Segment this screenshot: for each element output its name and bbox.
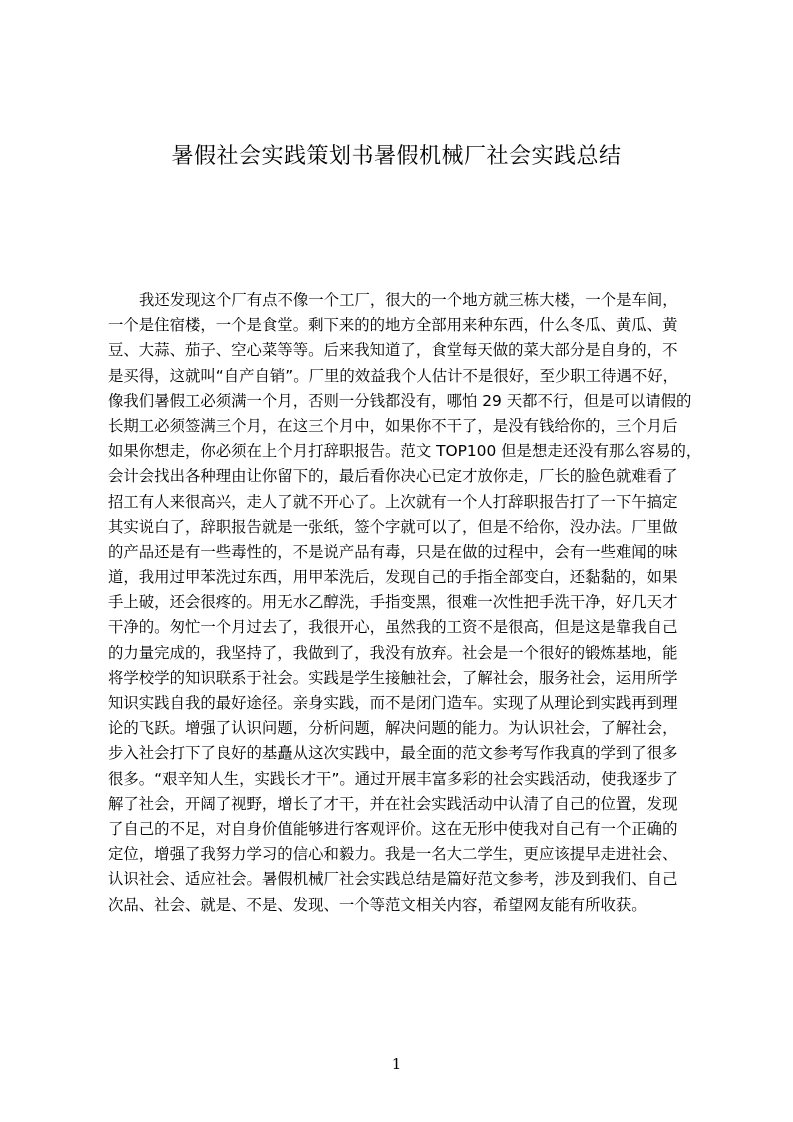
text-line: 的产品还是有一些毒性的，不是说产品有毒，只是在做的过程中，会有一些难闻的味 (108, 542, 678, 561)
text-line: 长期工必须签满三个月，在这三个月中，如果你不干了，是没有钱给你的，三个月后 (108, 416, 678, 435)
body-text (108, 288, 701, 918)
text-line: 论的飞跃。增强了认识问题，分析问题，解决问题的能力。为认识社会，了解社会， (108, 719, 678, 738)
text-line: 将学校学的知识联系于社会。实践是学生接触社会，了解社会，服务社会，运用所学 (108, 668, 678, 687)
text-line: 我还发现这个厂有点不像一个工厂，很大的一个地方就三栋大楼，一个是车间， (139, 291, 678, 309)
text-line: 干净的。匆忙一个月过去了，我很开心，虽然我的工资不是很高，但是这是靠我自己 (108, 618, 678, 637)
text-line: 很多。“艰辛知人生，实践长才干”。通过开展丰富多彩的社会实践活动，使我逐步了 (108, 769, 679, 788)
text-line: 步入社会打下了良好的基矗从这次实践中，最全面的范文参考写作我真的学到了很多 (108, 744, 678, 763)
text-line: 其实说白了，辞职报告就是一张纸，签个字就可以了，但是不给你，没办法。厂里做 (108, 517, 678, 536)
text-line: 会计会找出各种理由让你留下的，最后看你决心已定才放你走，厂长的脸色就难看了 (108, 467, 678, 486)
text-line: 的力量完成的，我坚持了，我做到了，我没有放弃。社会是一个很好的锻炼基地，能 (108, 643, 678, 662)
text-line: 认识社会、适应社会。暑假机械厂社会实践总结是篇好范文参考，涉及到我们、自己 (108, 870, 678, 889)
text-line: 是买得，这就叫“自产自销”。厂里的效益我个人估计不是很好，至少职工待遇不好， (108, 366, 679, 385)
text-line: 解了社会，开阔了视野，增长了才干，并在社会实践活动中认清了自己的位置，发现 (108, 794, 678, 813)
page-title: 暑假社会实践策划书暑假机械厂社会实践总结 (171, 144, 622, 169)
text-line: 知识实践自我的最好途径。亲身实践，而不是闭门造车。实现了从理论到实践再到理 (108, 694, 678, 712)
text-line: 招工有人来很高兴，走人了就不开心了。上次就有一个人打辞职报告打了一下午搞定 (108, 492, 678, 511)
page-number: 1 (391, 1055, 402, 1073)
text-line: 如果你想走，你必须在上个月打辞职报告。范文 TOP100 但是想走还没有那么容易的， (108, 442, 701, 461)
text-line: 定位，增强了我努力学习的信心和毅力。我是一名大二学生，更应该提早走进社会、 (108, 845, 678, 864)
text-line: 道，我用过甲苯洗过东西，用甲苯洗后，发现自己的手指全部变白，还黏黏的，如果 (108, 568, 678, 587)
text-line: 了自己的不足，对自身价值能够进行客观评价。这在无形中使我对自己有一个正确的 (108, 819, 678, 838)
text-line: 一个是住宿楼，一个是食堂。剩下来的的地方全部用来种东西，什么冬瓜、黄瓜、黄 (108, 316, 678, 335)
text-line: 像我们暑假工必须满一个月，否则一分钱都没有，哪怕 29 天都不行，但是可以请假的 (108, 391, 692, 410)
text-line: 手上破，还会很疼的。用无水乙醇洗，手指变黑，很难一次性把手洗干净，好几天才 (108, 593, 678, 612)
text-line: 次品、社会、就是、不是、发现、一个等范文相关内容，希望网友能有所收获。 (108, 895, 647, 914)
text-line: 豆、大蒜、茄子、空心菜等等。后来我知道了，食堂每天做的菜大部分是自身的，不 (108, 341, 678, 360)
